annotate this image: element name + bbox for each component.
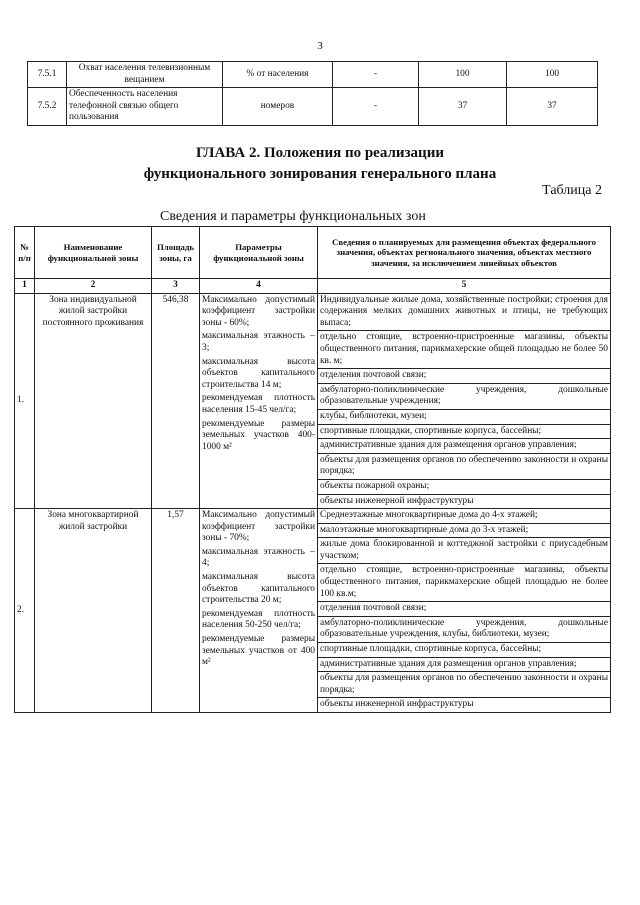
- zone-name: Зона индивидуальной жилой застройки постоянного проживания: [35, 293, 152, 509]
- parameter-item: максимальная этажность – 3;: [202, 331, 315, 353]
- functional-zones-table: [14, 226, 611, 713]
- column-number: 3: [152, 279, 200, 294]
- object-item: объекты для размещения органов по обеспечению законности и охраны порядка;: [318, 454, 610, 480]
- object-item: спортивные площадки, спортивные корпуса, бассейны;: [318, 425, 610, 440]
- header-zone: Наименование функциональной зоны: [35, 227, 152, 279]
- object-item: объекты пожарной охраны;: [318, 480, 610, 495]
- row-number: 2.: [15, 509, 35, 713]
- zone-area: 546,38: [152, 293, 200, 509]
- object-item: отделения почтовой связи;: [318, 369, 610, 384]
- object-item: объекты инженерной инфраструктуры: [320, 699, 474, 710]
- page-number: 3: [317, 40, 323, 52]
- row-number: 7.5.1: [28, 62, 67, 88]
- table-caption: Сведения и параметры функциональных зон: [160, 209, 426, 224]
- planned-objects: [318, 509, 611, 713]
- object-item: жилые дома блокированной и коттеджной застройки с приусадебным участком;: [318, 538, 610, 564]
- table-row: [15, 509, 611, 713]
- column-number: 1: [15, 279, 35, 294]
- parameter-item: рекомендуемые размеры земельных участков 400-1000 м²: [202, 418, 315, 452]
- unit: номеров: [223, 88, 333, 126]
- table-row: [28, 62, 598, 88]
- column-number: 4: [200, 279, 318, 294]
- table-row: [15, 293, 611, 509]
- chapter-title: ГЛАВА 2. Положения по реализации: [196, 145, 444, 161]
- unit: % от населения: [223, 62, 333, 88]
- object-item: спортивные площадки, спортивные корпуса, бассейны;: [318, 643, 610, 658]
- row-number: 7.5.2: [28, 88, 67, 126]
- row-number: 1.: [15, 293, 35, 509]
- zone-name: Зона многоквартирной жилой застройки: [35, 509, 152, 713]
- table-row: [28, 88, 598, 126]
- object-item: отдельно стоящие, встроенно-пристроенные магазины, объекты общественного питания, парикмахерские общей площадью не более 100 кв.м;: [318, 564, 610, 602]
- value-cell: 100: [507, 62, 598, 88]
- header-params: Параметры функциональной зоны: [200, 227, 318, 279]
- column-number: 2: [35, 279, 152, 294]
- header-row: [15, 227, 611, 279]
- chapter-subtitle: функционального зонирования генерального плана: [143, 166, 497, 182]
- object-item: амбулаторно-поликлинические учреждения, дошкольные образовательные учреждения, клубы, библиотеки, музеи;: [318, 617, 610, 643]
- object-item: отделения почтовой связи;: [318, 602, 610, 617]
- object-item: объекты для размещения органов по обеспечению законности и охраны порядка;: [318, 672, 610, 698]
- object-item: отдельно стоящие, встроенно-пристроенные магазины, объекты общественного питания, парикмахерские общей площадью не более 50 кв. м;: [318, 331, 610, 369]
- object-item: объекты инженерной инфраструктуры: [320, 495, 474, 506]
- parameter-item: рекомендуемые размеры земельных участков от 400 м²: [202, 634, 315, 668]
- object-item: амбулаторно-поликлинические учреждения, дошкольные образовательные учреждения;: [318, 384, 610, 410]
- object-item: Индивидуальные жилые дома, хозяйственные постройки; строения для содержания мелких домашних животных и птицы, не требующих выпаса;: [318, 294, 610, 332]
- zone-parameters: [200, 293, 318, 509]
- value-cell: 37: [419, 88, 507, 126]
- parameter-item: максимальная высота объектов капитального строительства 20 м;: [202, 572, 315, 606]
- table-label: Таблица 2: [542, 183, 602, 198]
- column-number: 5: [318, 279, 611, 294]
- previous-indicators-table: [27, 61, 598, 126]
- header-num: № п/п: [15, 227, 35, 279]
- zone-parameters: [200, 509, 318, 713]
- value-cell: 37: [507, 88, 598, 126]
- parameter-item: рекомендуемая плотность населения 15-45 чел/га;: [202, 393, 315, 415]
- indicator-name: Охват населения телевизионным вещанием: [67, 62, 223, 88]
- object-item: клубы, библиотеки, музеи;: [318, 410, 610, 425]
- indicator-name: Обеспеченность населения телефонной связью общего пользования: [67, 88, 223, 126]
- column-numbers-row: [15, 279, 611, 294]
- value-cell: 100: [419, 62, 507, 88]
- object-item: Среднеэтажные многоквартирные дома до 4-х этажей;: [318, 509, 610, 524]
- header-objects: Сведения о планируемых для размещения объектах федерального значения, объектах регионального значения, объектах местного значения, за исключением линейных объектов: [318, 227, 611, 279]
- value-cell: -: [333, 88, 419, 126]
- header-area: Площадь зоны, га: [152, 227, 200, 279]
- parameter-item: максимальная высота объектов капитального строительства 14 м;: [202, 356, 315, 390]
- parameter-item: Максимально допустимый коэффициент застройки зоны - 60%;: [202, 294, 315, 328]
- value-cell: -: [333, 62, 419, 88]
- zone-area: 1,57: [152, 509, 200, 713]
- parameter-item: рекомендуемая плотность населения 50-250 чел/га;: [202, 608, 315, 631]
- object-item: административные здания для размещения органов управления;: [318, 658, 610, 673]
- parameter-item: максимальная этажность – 4;: [202, 546, 315, 569]
- parameter-item: Максимально допустимый коэффициент застройки зоны - 70%;: [202, 510, 315, 544]
- object-item: административные здания для размещения органов управления;: [318, 439, 610, 454]
- object-item: малоэтажные многоквартирные дома до 3-х этажей;: [318, 524, 610, 539]
- planned-objects: [318, 293, 611, 509]
